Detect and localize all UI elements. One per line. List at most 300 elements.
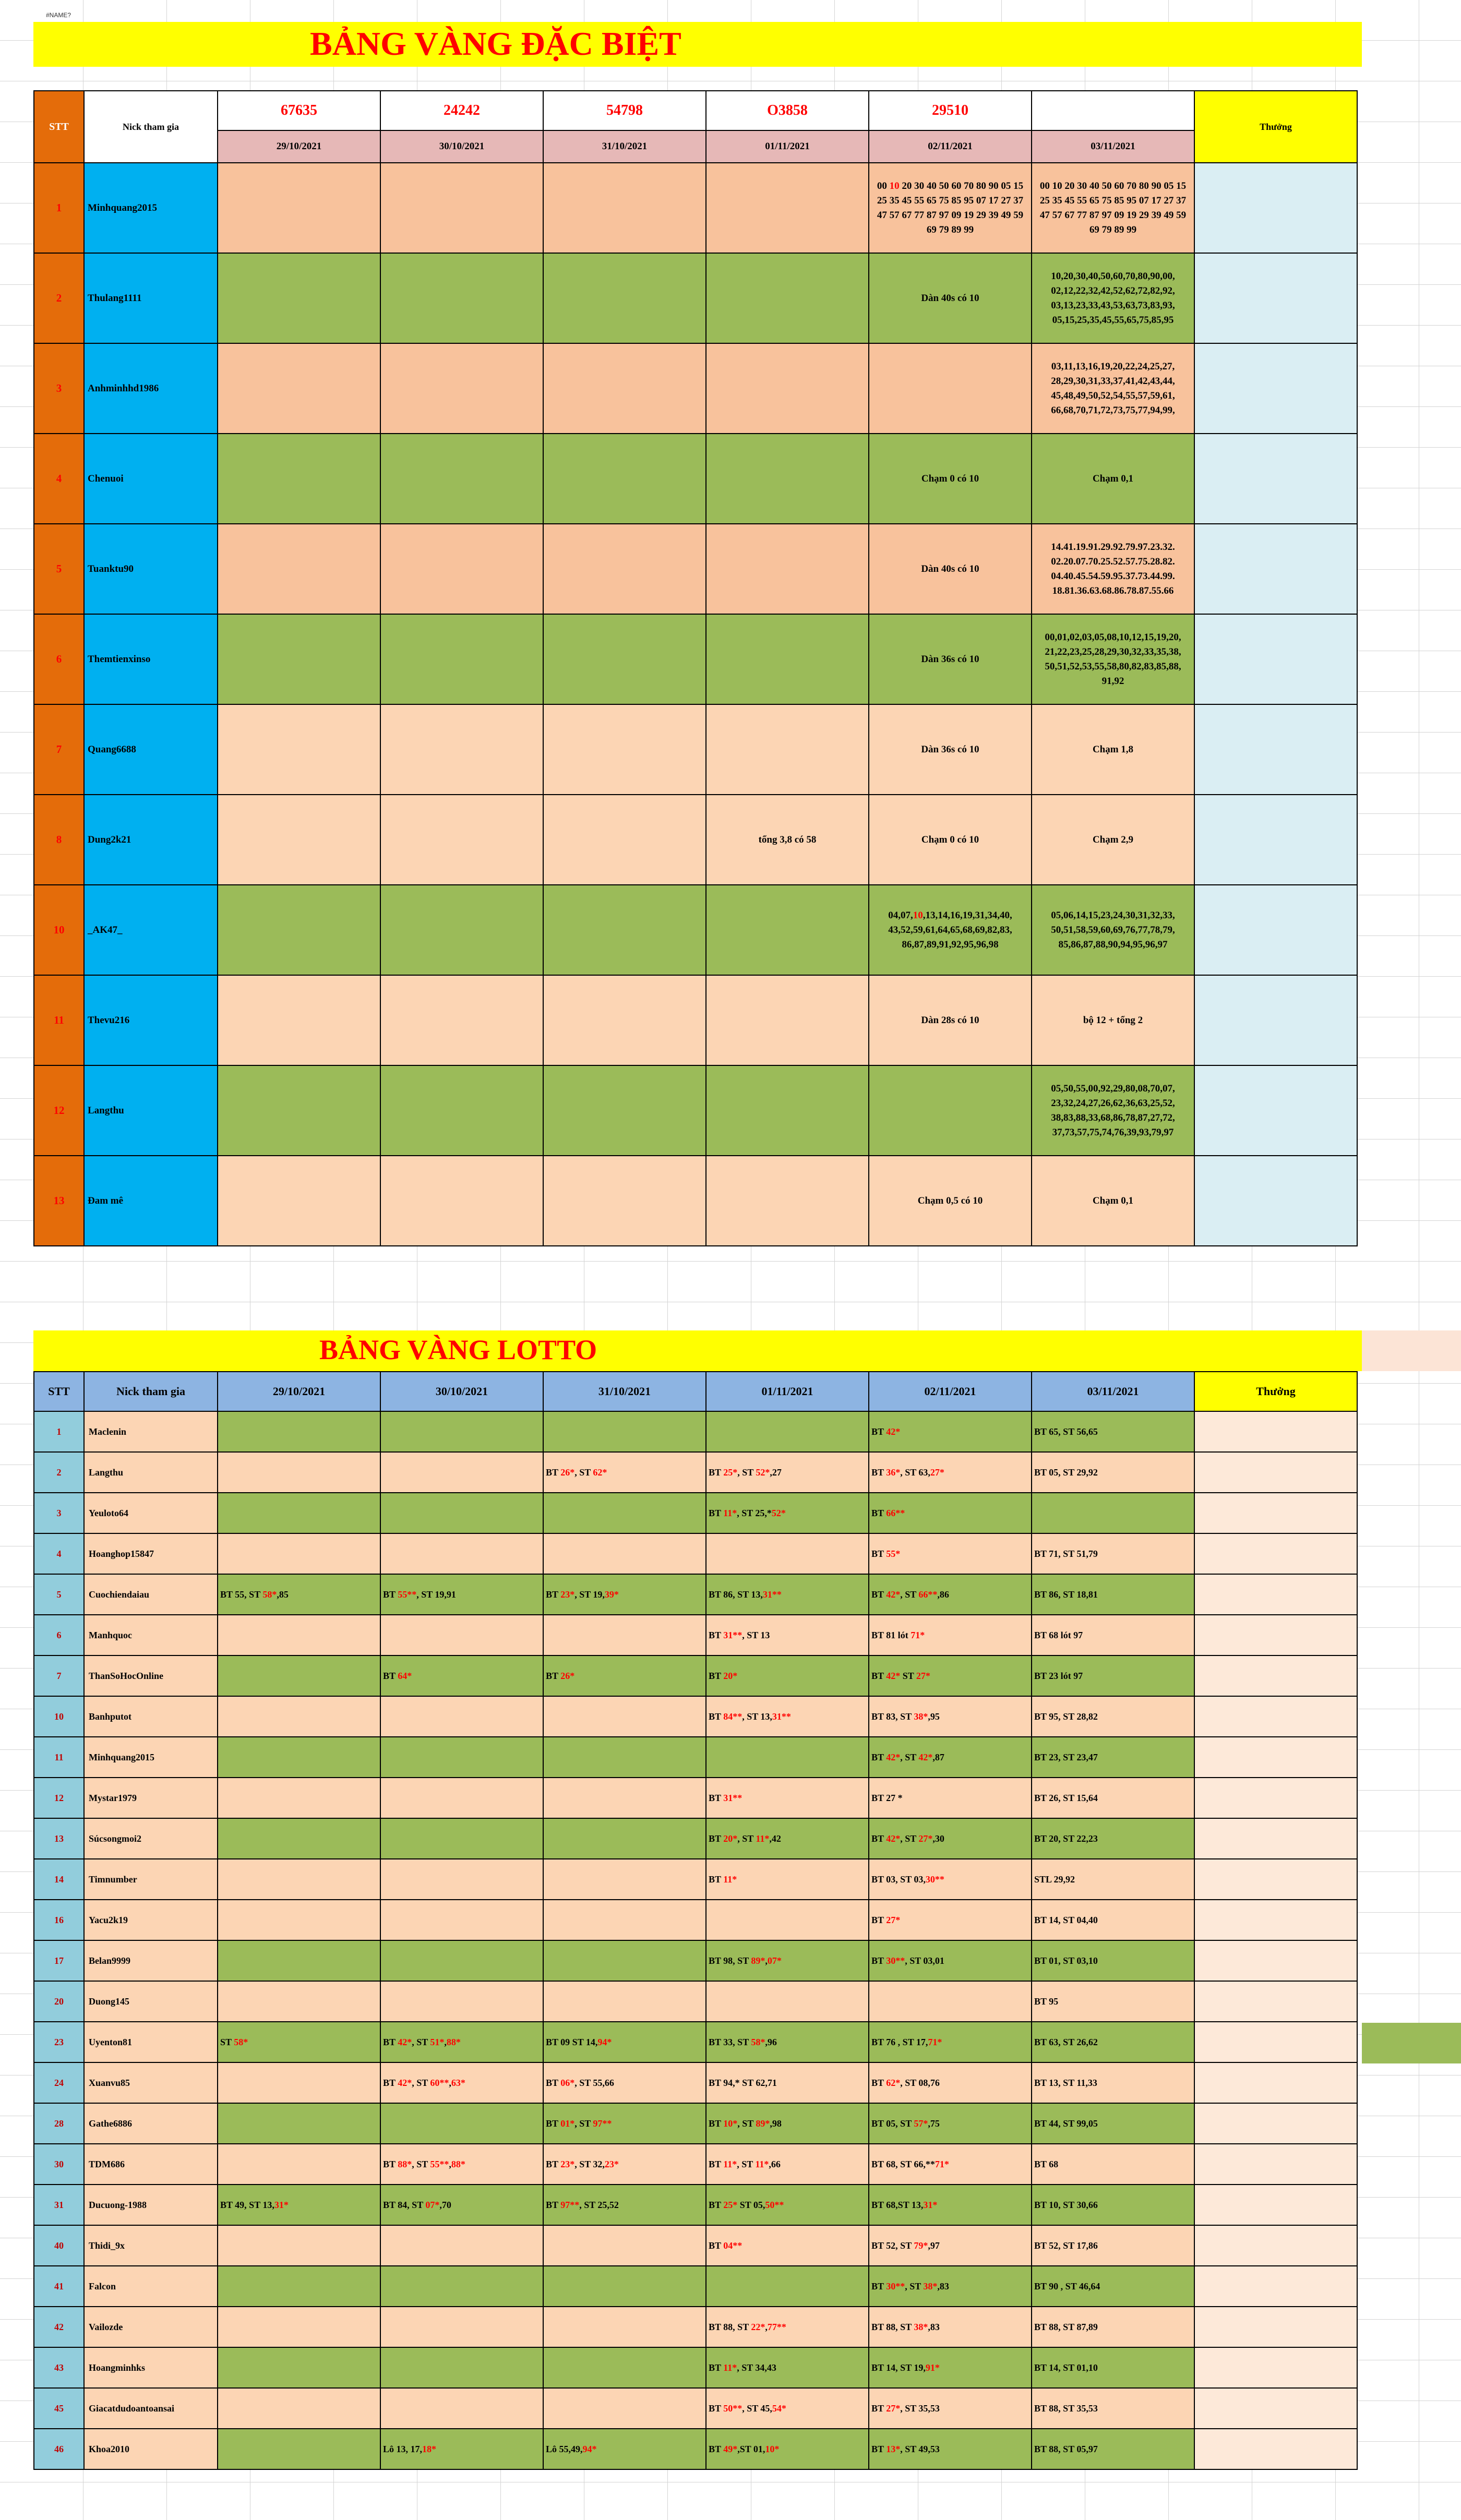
row-stt: 41	[34, 2266, 84, 2307]
reward-cell	[1194, 253, 1357, 343]
lotto-board-row	[34, 1533, 1357, 1574]
special-board-table	[33, 90, 1358, 1246]
reward-cell	[1194, 1981, 1357, 2022]
lotto-cell: BT 68, ST 66,**71*	[869, 2144, 1032, 2185]
lotto-cell: BT 55**, ST 19,91	[380, 1574, 543, 1615]
reward-cell	[1194, 524, 1357, 614]
prediction-cell	[380, 253, 543, 343]
lotto-cell: BT 36*, ST 63,27*	[869, 1452, 1032, 1493]
prediction-cell	[543, 434, 706, 524]
lotto-cell: BT 55, ST 58*,85	[218, 1574, 380, 1615]
row-stt: 2	[34, 1452, 84, 1493]
lotto-cell	[380, 1737, 543, 1778]
row-nick: Minhquang2015	[84, 1737, 218, 1778]
row-stt: 45	[34, 2388, 84, 2429]
prediction-cell: Dàn 28s có 10	[869, 975, 1032, 1065]
cell-reference: #NAME?	[46, 11, 71, 19]
lotto-cell: BT 26*, ST 62*	[543, 1452, 706, 1493]
lotto-cell	[543, 1940, 706, 1981]
lotto-cell: BT 26, ST 15,64	[1032, 1778, 1194, 1818]
lotto-cell: BT 42*, ST 60**,63*	[380, 2062, 543, 2103]
prediction-cell	[706, 434, 869, 524]
row-nick: Manhquoc	[84, 1615, 218, 1655]
prediction-cell	[218, 614, 380, 704]
special-board-row	[34, 704, 1357, 795]
reward-cell	[1194, 795, 1357, 885]
lotto-cell: BT 25* ST 05,50**	[706, 2185, 869, 2225]
row-nick: Mystar1979	[84, 1778, 218, 1818]
row-nick: Themtienxinso	[84, 614, 218, 704]
lotto-cell	[706, 1900, 869, 1940]
lotto-cell	[543, 1411, 706, 1452]
lotto-cell	[706, 1411, 869, 1452]
lotto-cell	[543, 2266, 706, 2307]
prediction-cell: Chạm 1,8	[1032, 704, 1194, 795]
lotto-cell	[543, 2347, 706, 2388]
lotto-cell: BT 10*, ST 89*,98	[706, 2103, 869, 2144]
lotto-cell	[543, 1981, 706, 2022]
prediction-cell	[706, 704, 869, 795]
lotto-cell	[543, 2225, 706, 2266]
lotto-cell	[869, 1981, 1032, 2022]
row-stt: 12	[34, 1065, 84, 1156]
reward-cell	[1194, 1156, 1357, 1246]
reward-cell	[1194, 1574, 1357, 1615]
row-stt: 2	[34, 253, 84, 343]
lotto-cell: BT 05, ST 57*,75	[869, 2103, 1032, 2144]
lotto-cell: BT 98, ST 89*,07*	[706, 1940, 869, 1981]
lotto-cell: BT 27 *	[869, 1778, 1032, 1818]
lotto-cell: Lô 13, 17,18*	[380, 2429, 543, 2469]
lotto-cell: BT 31**	[706, 1778, 869, 1818]
row-stt: 5	[34, 524, 84, 614]
lotto-cell	[1032, 1493, 1194, 1533]
lotto-cell: BT 88*, ST 55**,88*	[380, 2144, 543, 2185]
lotto-cell: BT 81 lót 71*	[869, 1615, 1032, 1655]
row-nick: Thidi_9x	[84, 2225, 218, 2266]
reward-cell	[1194, 1065, 1357, 1156]
lotto-cell: BT 42*	[869, 1411, 1032, 1452]
prediction-cell	[218, 795, 380, 885]
prediction-cell: 05,06,14,15,23,24,30,31,32,33, 50,51,58,59,60,69,76,77,78,79, 85,86,87,88,90,94,95,96,97	[1032, 885, 1194, 975]
prediction-cell	[380, 975, 543, 1065]
lotto-cell: BT 23, ST 23,47	[1032, 1737, 1194, 1778]
lotto-board-title: BẢNG VÀNG LOTTO	[319, 1334, 597, 1365]
result-header	[1032, 91, 1194, 130]
prediction-cell: 04,07,10,13,14,16,19,31,34,40, 43,52,59,61,64,65,68,69,82,83, 86,87,89,91,92,95,96,98	[869, 885, 1032, 975]
prediction-cell	[543, 1156, 706, 1246]
row-stt: 14	[34, 1859, 84, 1900]
lotto-cell	[218, 1859, 380, 1900]
lotto-cell: BT 76 , ST 17,71*	[869, 2022, 1032, 2062]
prediction-cell	[218, 1156, 380, 1246]
lotto-cell	[380, 2388, 543, 2429]
row-nick: Timnumber	[84, 1859, 218, 1900]
lotto-board-row	[34, 1778, 1357, 1818]
lotto-cell: BT 42*, ST 42*,87	[869, 1737, 1032, 1778]
row-stt: 4	[34, 1533, 84, 1574]
date-header: 30/10/2021	[380, 130, 543, 163]
lotto-cell: BT 09 ST 14,94*	[543, 2022, 706, 2062]
special-board-row	[34, 885, 1357, 975]
lotto-board-banner	[33, 1330, 1362, 1371]
lotto-cell	[543, 1778, 706, 1818]
lotto-cell: BT 88, ST 35,53	[1032, 2388, 1194, 2429]
lotto-cell	[706, 1737, 869, 1778]
lotto-cell: BT 14, ST 19,91*	[869, 2347, 1032, 2388]
lotto-cell	[543, 2388, 706, 2429]
lotto-cell	[218, 1493, 380, 1533]
prediction-cell	[706, 885, 869, 975]
lotto-cell: BT 68,ST 13,31*	[869, 2185, 1032, 2225]
lotto-board-row	[34, 1574, 1357, 1615]
prediction-cell: Chạm 0 có 10	[869, 434, 1032, 524]
lotto-cell	[218, 2144, 380, 2185]
row-nick: Falcon	[84, 2266, 218, 2307]
lotto-cell: BT 55*	[869, 1533, 1032, 1574]
lotto-cell	[218, 1696, 380, 1737]
row-stt: 23	[34, 2022, 84, 2062]
row-stt: 7	[34, 704, 84, 795]
row-stt: 13	[34, 1818, 84, 1859]
date-header: 01/11/2021	[706, 130, 869, 163]
lotto-board-row	[34, 1737, 1357, 1778]
lotto-cell: BT 62*, ST 08,76	[869, 2062, 1032, 2103]
prediction-cell	[380, 163, 543, 253]
row-stt: 20	[34, 1981, 84, 2022]
lotto-cell: BT 90 , ST 46,64	[1032, 2266, 1194, 2307]
row-nick: _AK47_	[84, 885, 218, 975]
prediction-cell	[543, 885, 706, 975]
lotto-cell	[380, 1533, 543, 1574]
lotto-cell	[218, 2225, 380, 2266]
prediction-cell	[380, 704, 543, 795]
lotto-cell: BT 01, ST 03,10	[1032, 1940, 1194, 1981]
lotto-board-row	[34, 2429, 1357, 2469]
lotto-board-row	[34, 1940, 1357, 1981]
lotto-cell	[380, 2266, 543, 2307]
row-nick: Giacatdudoantoansai	[84, 2388, 218, 2429]
lotto-cell	[380, 1778, 543, 1818]
lotto-cell	[706, 2266, 869, 2307]
date-header: 02/11/2021	[869, 130, 1032, 163]
row-nick: Yeuloto64	[84, 1493, 218, 1533]
lotto-cell: BT 11*, ST 11*,66	[706, 2144, 869, 2185]
prediction-cell	[706, 163, 869, 253]
lotto-board-row	[34, 1818, 1357, 1859]
reward-cell	[1194, 434, 1357, 524]
prediction-cell: Chạm 0 có 10	[869, 795, 1032, 885]
lotto-cell: BT 30**, ST 38*,83	[869, 2266, 1032, 2307]
row-stt: 6	[34, 614, 84, 704]
lotto-cell	[380, 1452, 543, 1493]
prediction-cell	[706, 253, 869, 343]
lotto-board-row	[34, 1981, 1357, 2022]
prediction-cell: Chạm 0,5 có 10	[869, 1156, 1032, 1246]
lotto-board-row	[34, 1615, 1357, 1655]
prediction-cell: Dàn 36s có 10	[869, 704, 1032, 795]
lotto-cell	[218, 2388, 380, 2429]
lotto-cell	[218, 2266, 380, 2307]
row-nick: Thulang1111	[84, 253, 218, 343]
lotto-cell: BT 27*, ST 35,53	[869, 2388, 1032, 2429]
lotto-cell: BT 42* ST 27*	[869, 1655, 1032, 1696]
row-nick: Uyenton81	[84, 2022, 218, 2062]
lotto-board-row	[34, 2347, 1357, 2388]
row-stt: 1	[34, 163, 84, 253]
lotto-cell: STL 29,92	[1032, 1859, 1194, 1900]
row-nick: Gathe6886	[84, 2103, 218, 2144]
lotto-cell	[543, 1533, 706, 1574]
row-stt: 10	[34, 885, 84, 975]
row-nick: Khoa2010	[84, 2429, 218, 2469]
lotto-cell	[218, 1452, 380, 1493]
lotto-cell	[218, 1737, 380, 1778]
lotto-cell: BT 88, ST 38*,83	[869, 2307, 1032, 2347]
reward-header: Thưởng	[1194, 1372, 1357, 1411]
row-stt: 46	[34, 2429, 84, 2469]
lotto-cell: BT 05, ST 29,92	[1032, 1452, 1194, 1493]
prediction-cell	[218, 253, 380, 343]
prediction-cell: 00 10 20 30 40 50 60 70 80 90 05 15 25 35 45 55 65 75 85 95 07 17 27 37 47 57 67 77 87 97 09 19 29 39 49 59 69 79 89 99	[869, 163, 1032, 253]
prediction-cell	[706, 975, 869, 1065]
row-stt: 30	[34, 2144, 84, 2185]
lotto-board-row	[34, 1452, 1357, 1493]
lotto-board-row	[34, 2388, 1357, 2429]
lotto-cell: BT 49*,ST 01,10*	[706, 2429, 869, 2469]
lotto-cell	[380, 2103, 543, 2144]
row-stt: 31	[34, 2185, 84, 2225]
reward-cell	[1194, 343, 1357, 434]
prediction-cell	[380, 795, 543, 885]
reward-cell	[1194, 2307, 1357, 2347]
prediction-cell	[869, 1065, 1032, 1156]
nick-header: Nick tham gia	[84, 1372, 218, 1411]
row-stt: 17	[34, 1940, 84, 1981]
row-nick: Belan9999	[84, 1940, 218, 1981]
lotto-board-row	[34, 2103, 1357, 2144]
lotto-board-row	[34, 1696, 1357, 1737]
side-fill	[1362, 1330, 1461, 1371]
lotto-cell	[380, 1940, 543, 1981]
prediction-cell: tổng 3,8 có 58	[706, 795, 869, 885]
lotto-cell: BT 88, ST 22*,77**	[706, 2307, 869, 2347]
row-stt: 43	[34, 2347, 84, 2388]
lotto-board-row	[34, 2225, 1357, 2266]
prediction-cell	[543, 1065, 706, 1156]
prediction-cell	[706, 614, 869, 704]
lotto-cell	[218, 1655, 380, 1696]
row-stt: 24	[34, 2062, 84, 2103]
lotto-cell	[543, 1615, 706, 1655]
lotto-cell	[380, 2225, 543, 2266]
lotto-board-row	[34, 2185, 1357, 2225]
result-header: 24242	[380, 91, 543, 130]
reward-cell	[1194, 2347, 1357, 2388]
row-stt: 13	[34, 1156, 84, 1246]
special-board-row	[34, 343, 1357, 434]
date-header: 03/11/2021	[1032, 130, 1194, 163]
lotto-cell	[706, 1533, 869, 1574]
lotto-cell: BT 14, ST 04,40	[1032, 1900, 1194, 1940]
lotto-cell: BT 23*, ST 19,39*	[543, 1574, 706, 1615]
lotto-cell: BT 88, ST 87,89	[1032, 2307, 1194, 2347]
prediction-cell	[543, 343, 706, 434]
row-nick: Hoangminhks	[84, 2347, 218, 2388]
date-header: 03/11/2021	[1032, 1372, 1194, 1411]
lotto-board-row	[34, 1411, 1357, 1452]
lotto-cell: BT 14, ST 01,10	[1032, 2347, 1194, 2388]
lotto-cell	[380, 1696, 543, 1737]
prediction-cell	[543, 253, 706, 343]
lotto-cell: BT 11*, ST 34,43	[706, 2347, 869, 2388]
lotto-cell	[380, 1859, 543, 1900]
lotto-cell: BT 20*, ST 11*,42	[706, 1818, 869, 1859]
prediction-cell: 10,20,30,40,50,60,70,80,90,00, 02,12,22,32,42,52,62,72,82,92, 03,13,23,33,43,53,63,73,83,93, 05,15,25,35,45,55,65,75,85,95	[1032, 253, 1194, 343]
prediction-cell	[218, 1065, 380, 1156]
prediction-cell: Chạm 0,1	[1032, 1156, 1194, 1246]
row-nick: Ducuong-1988	[84, 2185, 218, 2225]
reward-header: Thưởng	[1194, 91, 1357, 163]
special-board-row	[34, 1065, 1357, 1156]
lotto-cell	[543, 1900, 706, 1940]
lotto-cell: ST 58*	[218, 2022, 380, 2062]
lotto-cell	[218, 2062, 380, 2103]
row-nick: Dung2k21	[84, 795, 218, 885]
lotto-cell	[218, 1615, 380, 1655]
reward-cell	[1194, 2429, 1357, 2469]
special-board-row	[34, 524, 1357, 614]
prediction-cell	[218, 434, 380, 524]
lotto-cell: BT 06*, ST 55,66	[543, 2062, 706, 2103]
date-header: 01/11/2021	[706, 1372, 869, 1411]
nick-header: Nick tham gia	[84, 91, 218, 163]
lotto-cell: BT 65, ST 56,65	[1032, 1411, 1194, 1452]
reward-cell	[1194, 2144, 1357, 2185]
row-stt: 3	[34, 1493, 84, 1533]
row-nick: Đam mê	[84, 1156, 218, 1246]
lotto-cell: BT 66**	[869, 1493, 1032, 1533]
result-header: 67635	[218, 91, 380, 130]
prediction-cell	[543, 163, 706, 253]
row-stt: 42	[34, 2307, 84, 2347]
lotto-cell: BT 88, ST 05,97	[1032, 2429, 1194, 2469]
special-board-row	[34, 434, 1357, 524]
lotto-cell: BT 25*, ST 52*,27	[706, 1452, 869, 1493]
row-nick: Banhputot	[84, 1696, 218, 1737]
reward-cell	[1194, 1452, 1357, 1493]
row-nick: TDM686	[84, 2144, 218, 2185]
lotto-cell: BT 68	[1032, 2144, 1194, 2185]
reward-cell	[1194, 2388, 1357, 2429]
lotto-cell	[706, 1981, 869, 2022]
prediction-cell: Dàn 40s có 10	[869, 253, 1032, 343]
row-stt: 40	[34, 2225, 84, 2266]
lotto-board-row	[34, 1655, 1357, 1696]
date-header: 29/10/2021	[218, 130, 380, 163]
side-fill	[1362, 2023, 1461, 2063]
row-nick: Maclenin	[84, 1411, 218, 1452]
lotto-cell: BT 13, ST 11,33	[1032, 2062, 1194, 2103]
stt-header: STT	[34, 91, 84, 163]
lotto-cell: BT 42*, ST 27*,30	[869, 1818, 1032, 1859]
reward-cell	[1194, 1940, 1357, 1981]
date-header: 30/10/2021	[380, 1372, 543, 1411]
special-board-row	[34, 614, 1357, 704]
special-board-row	[34, 1156, 1357, 1246]
lotto-cell: BT 13*, ST 49,53	[869, 2429, 1032, 2469]
lotto-cell	[218, 1533, 380, 1574]
result-header: O3858	[706, 91, 869, 130]
lotto-cell	[543, 1818, 706, 1859]
lotto-board-table	[33, 1371, 1358, 2470]
lotto-cell	[218, 1818, 380, 1859]
prediction-cell	[218, 704, 380, 795]
lotto-cell: BT 04**	[706, 2225, 869, 2266]
reward-cell	[1194, 1655, 1357, 1696]
lotto-board-row	[34, 2266, 1357, 2307]
lotto-cell	[543, 1737, 706, 1778]
lotto-cell	[543, 2307, 706, 2347]
row-nick: Chenuoi	[84, 434, 218, 524]
reward-cell	[1194, 975, 1357, 1065]
row-nick: Quang6688	[84, 704, 218, 795]
lotto-cell: BT 11*, ST 25,*52*	[706, 1493, 869, 1533]
reward-cell	[1194, 1818, 1357, 1859]
prediction-cell	[706, 1156, 869, 1246]
reward-cell	[1194, 2062, 1357, 2103]
lotto-cell: BT 42*, ST 66**,86	[869, 1574, 1032, 1615]
row-stt: 10	[34, 1696, 84, 1737]
row-nick: Duong145	[84, 1981, 218, 2022]
row-nick: Anhminhhd1986	[84, 343, 218, 434]
row-nick: Hoanghop15847	[84, 1533, 218, 1574]
lotto-cell: BT 11*	[706, 1859, 869, 1900]
lotto-cell	[218, 1778, 380, 1818]
reward-cell	[1194, 2266, 1357, 2307]
special-board-banner	[33, 22, 1362, 67]
reward-cell	[1194, 1737, 1357, 1778]
lotto-cell: Lô 55,49,94*	[543, 2429, 706, 2469]
prediction-cell	[380, 614, 543, 704]
row-stt: 7	[34, 1655, 84, 1696]
lotto-cell	[543, 1696, 706, 1737]
row-nick: Langthu	[84, 1452, 218, 1493]
lotto-cell: BT 20*	[706, 1655, 869, 1696]
lotto-cell: BT 01*, ST 97**	[543, 2103, 706, 2144]
result-header: 54798	[543, 91, 706, 130]
prediction-cell: Dàn 36s có 10	[869, 614, 1032, 704]
lotto-cell	[218, 2103, 380, 2144]
reward-cell	[1194, 1778, 1357, 1818]
prediction-cell	[218, 524, 380, 614]
lotto-cell: BT 33, ST 58*,96	[706, 2022, 869, 2062]
lotto-cell: BT 84, ST 07*,70	[380, 2185, 543, 2225]
lotto-cell: BT 63, ST 26,62	[1032, 2022, 1194, 2062]
reward-cell	[1194, 2022, 1357, 2062]
lotto-cell	[218, 2347, 380, 2388]
prediction-cell	[218, 975, 380, 1065]
prediction-cell	[706, 524, 869, 614]
lotto-cell: BT 30**, ST 03,01	[869, 1940, 1032, 1981]
reward-cell	[1194, 885, 1357, 975]
row-stt: 5	[34, 1574, 84, 1615]
reward-cell	[1194, 1493, 1357, 1533]
prediction-cell	[380, 1156, 543, 1246]
lotto-cell	[218, 1940, 380, 1981]
reward-cell	[1194, 704, 1357, 795]
lotto-cell	[218, 1411, 380, 1452]
